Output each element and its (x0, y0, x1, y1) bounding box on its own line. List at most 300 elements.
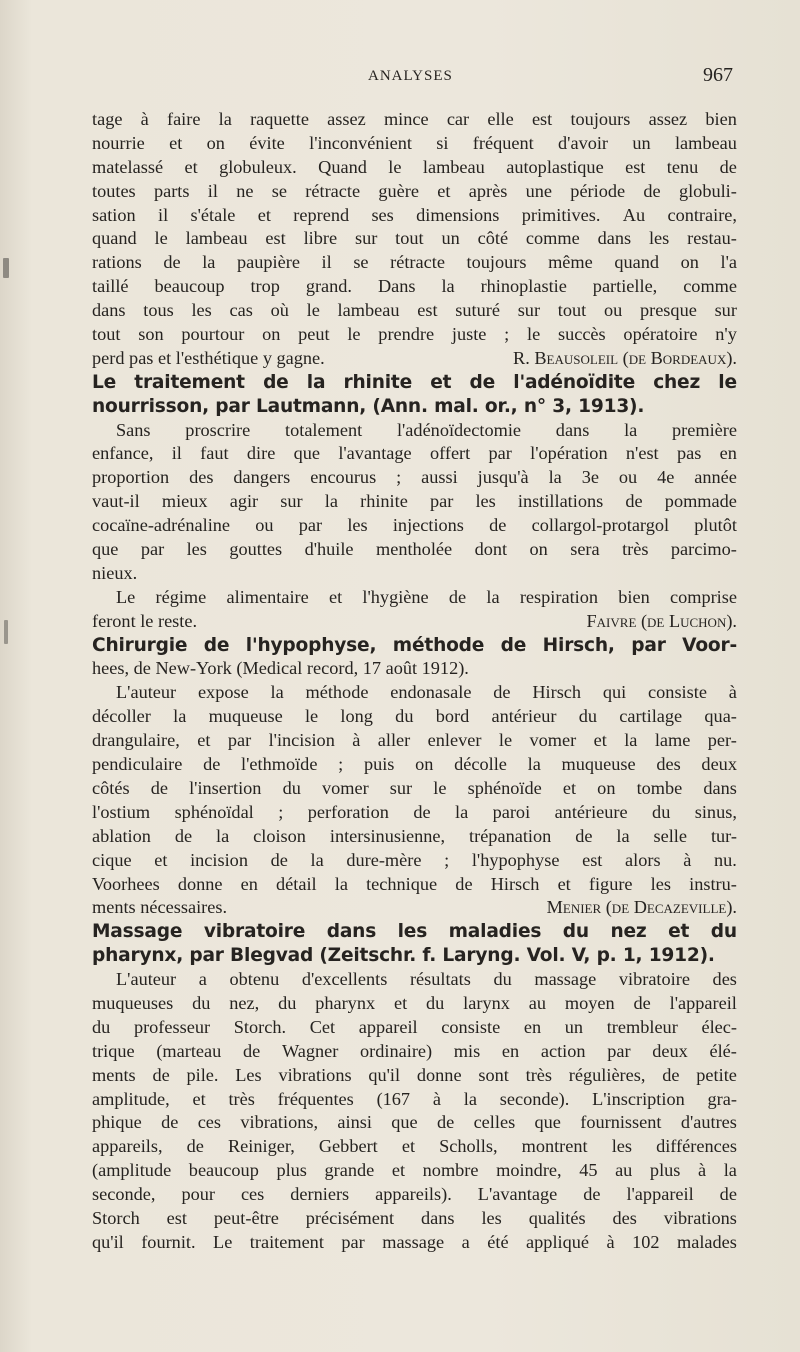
word: tombe (636, 777, 683, 798)
text-line (92, 490, 737, 514)
word: Sans (116, 419, 151, 440)
word: a (461, 1231, 470, 1252)
word: élec- (701, 1016, 737, 1037)
word: de (493, 682, 511, 703)
word: pour (181, 1184, 215, 1205)
word: s'étale (190, 204, 236, 225)
word: juste (451, 324, 487, 345)
word: détail (276, 873, 317, 894)
word: l'appareil (669, 992, 737, 1013)
word: le (304, 706, 319, 727)
word: Cet (309, 1016, 336, 1037)
text-line (92, 1135, 737, 1159)
author-signature: Menier (de Decazeville). (546, 897, 737, 918)
word: décoller (92, 706, 151, 727)
word: agir (229, 491, 259, 512)
word: le (527, 324, 541, 345)
text-line (92, 156, 737, 180)
text-line (92, 657, 737, 681)
word: sation (92, 204, 136, 225)
word: (167 (376, 1088, 411, 1109)
word: rations (92, 252, 142, 273)
word: peut (298, 324, 330, 345)
word: l'incision (268, 730, 335, 751)
word: antérieur (491, 706, 557, 727)
word: les (611, 1136, 632, 1157)
word: le (154, 228, 168, 249)
word: cique (92, 849, 132, 870)
word: seconde, (92, 1184, 156, 1205)
word: au (615, 1160, 633, 1181)
word: intersinusienne, (329, 825, 446, 846)
word: grande (324, 1160, 375, 1181)
word: du (562, 921, 589, 943)
word: vibrations, (240, 1112, 319, 1133)
word: qualités (528, 1207, 586, 1228)
word: à (606, 1231, 615, 1252)
article-heading-line (92, 395, 737, 419)
word: l'appareil (626, 1184, 694, 1205)
word: du (652, 801, 671, 822)
word: n'y (715, 324, 737, 345)
word: toujours (466, 252, 527, 273)
word: collargol-protargol (531, 515, 670, 536)
text-line (92, 1040, 737, 1064)
text-line (92, 1183, 737, 1207)
word: il (158, 204, 169, 225)
word: tur- (710, 825, 737, 846)
word: la (218, 109, 232, 129)
word: autoplastique (506, 156, 604, 177)
word: de (263, 371, 289, 393)
word: et (154, 849, 168, 870)
word: sur (714, 300, 737, 321)
word: seconde). (499, 1088, 570, 1109)
word: sinus, (694, 801, 737, 822)
word: (amplitude (92, 1160, 172, 1181)
word: Le (92, 371, 117, 393)
word: expose (197, 682, 249, 703)
word: sera (570, 539, 600, 560)
word: tout (92, 324, 121, 345)
word: paupière (237, 252, 300, 273)
word: L'auteur (116, 682, 177, 703)
word: L'avantage (477, 1184, 558, 1205)
word: dans (555, 419, 590, 440)
text-line (92, 825, 737, 849)
word: régulières, (568, 1064, 646, 1085)
word: le (498, 730, 513, 751)
word: rétracte (305, 180, 361, 201)
word: évite (249, 132, 285, 153)
word: les (191, 300, 212, 321)
word: quand (614, 252, 660, 273)
word: moyen (564, 992, 615, 1013)
word: sur (389, 777, 413, 798)
word: les (397, 921, 428, 943)
word: matelassé (92, 156, 164, 177)
word: muqueuse (561, 754, 636, 775)
word: et (391, 1160, 406, 1181)
word: l'hypophyse (471, 849, 560, 870)
word: en (240, 873, 258, 894)
word: toujours (570, 109, 631, 129)
article-heading-line (92, 944, 737, 968)
word: vaut-il (92, 491, 140, 512)
word: se (353, 252, 369, 273)
word: plus (649, 1160, 681, 1181)
word: totalement (285, 419, 363, 440)
text-line (92, 873, 737, 897)
word: le (388, 156, 402, 177)
word: à (698, 1160, 707, 1181)
word: nu. (713, 849, 737, 870)
word: Hirsch, (542, 634, 615, 656)
word: le (347, 324, 361, 345)
word: la (306, 371, 326, 393)
line-text: nieux. (92, 562, 138, 583)
word: massage (382, 1231, 445, 1252)
text-line (92, 419, 737, 443)
word: raquette (250, 109, 309, 129)
word: Hirsch (490, 873, 540, 894)
margin-mark (4, 620, 8, 644)
word: massage (534, 969, 597, 990)
word: été (487, 1231, 509, 1252)
word: primitives. (521, 204, 601, 225)
word: appareils, (92, 1136, 163, 1157)
word: parts (153, 180, 190, 201)
text-line (92, 777, 737, 801)
word: gra- (707, 1088, 737, 1109)
word: la (723, 1160, 737, 1181)
page-header (92, 66, 737, 90)
word: on (206, 132, 225, 153)
word: ; (338, 754, 344, 775)
word: se (271, 180, 288, 201)
word: du (426, 992, 445, 1013)
word: amplitude, (92, 1088, 170, 1109)
word: Massage (92, 921, 183, 943)
word: plus (276, 1160, 307, 1181)
word: fréquentes (277, 1088, 354, 1109)
word: Voorhees (92, 873, 160, 894)
word: opératoire (623, 324, 698, 345)
word: cas (229, 300, 253, 321)
text-line (92, 992, 737, 1016)
word: partielle, (592, 276, 658, 297)
word: aller (377, 730, 411, 751)
word: Wagner (281, 1040, 339, 1061)
word: l'hypophyse, (245, 634, 377, 656)
word: et (562, 777, 577, 798)
word: on (529, 539, 548, 560)
word: même (548, 252, 593, 273)
line-text: perd pas et l'esthétique y gagne. (92, 347, 325, 368)
line-text: hees, de New-York (Medical record, 17 août 1912). (92, 658, 469, 679)
word: montrent (521, 1136, 588, 1157)
word: cartilage (619, 706, 683, 727)
word: vibratoire (618, 969, 690, 990)
word: enlever (427, 730, 482, 751)
word: très (622, 539, 649, 560)
word: rhinoplastie (480, 276, 567, 297)
word: que (391, 1112, 418, 1133)
word: libre (303, 228, 338, 249)
word: ablation (92, 825, 151, 846)
word: l'ostium (92, 801, 151, 822)
word: pharynx (315, 992, 376, 1013)
word: et (557, 873, 571, 894)
word: tage (92, 109, 123, 129)
word: la (270, 682, 284, 703)
word: de (152, 1064, 170, 1085)
word: car (446, 109, 470, 129)
word: ; (504, 324, 510, 345)
word: muqueuse (208, 706, 283, 727)
author-signature: R. Beausoleil (de Bordeaux). (513, 347, 737, 368)
word: Storch (92, 1207, 140, 1228)
word: par (488, 443, 512, 464)
word: professeur (133, 1016, 211, 1037)
word: de (448, 586, 467, 607)
word: qu'il (92, 1231, 124, 1252)
text-line (92, 299, 737, 323)
word: la (334, 873, 348, 894)
word: le (718, 371, 737, 393)
word: Au (622, 204, 646, 225)
text-line (92, 1064, 737, 1088)
word: ordinaire) (360, 1040, 433, 1061)
word: mentholée (375, 539, 453, 560)
word: ou (603, 300, 623, 321)
text-line (92, 849, 737, 873)
word: sont (478, 1064, 509, 1085)
word: de (243, 1040, 261, 1061)
word: lambeau (674, 132, 737, 153)
word: la (624, 730, 638, 751)
word: sphénoïdal (174, 801, 254, 822)
word: l'a (720, 252, 737, 273)
word: comme (525, 228, 580, 249)
word: comprise (669, 586, 737, 607)
word: par (341, 1231, 365, 1252)
word: de (643, 180, 661, 201)
word: L'inscription (592, 1088, 685, 1109)
word: de (500, 634, 527, 656)
word: 102 (632, 1231, 660, 1252)
word: dangers (233, 467, 291, 488)
text-line (92, 610, 737, 634)
word: de (455, 873, 473, 894)
word: les (186, 539, 207, 560)
line-text: ments nécessaires. (92, 897, 228, 918)
word: ses (371, 204, 394, 225)
word: qui (602, 682, 627, 703)
word: L'auteur (116, 969, 177, 990)
text-line (92, 729, 737, 753)
word: appareil (358, 1016, 418, 1037)
word: respiration (519, 586, 599, 607)
word: taillé (92, 276, 129, 297)
word: Les (235, 1064, 262, 1085)
word: les (481, 1207, 502, 1228)
word: de (719, 1184, 737, 1205)
word: l'insertion (189, 777, 262, 798)
word: vibrations (663, 1207, 737, 1228)
word: Scholls, (439, 1136, 498, 1157)
word: Chirurgie (92, 634, 188, 656)
word: d'autres (680, 1112, 737, 1133)
word: on (415, 754, 434, 775)
word: est (582, 849, 603, 870)
word: du (578, 706, 597, 727)
word: faut (200, 443, 229, 464)
word: ou (618, 467, 638, 488)
margin-mark (3, 258, 9, 278)
word: restau- (687, 228, 737, 249)
word: alors (625, 849, 661, 870)
word: 45 (579, 1160, 598, 1181)
word: et (328, 586, 343, 607)
word: dont (474, 539, 508, 560)
word: la (441, 276, 455, 297)
word: ces (197, 1112, 222, 1133)
word: des (712, 969, 737, 990)
word: offert (429, 443, 471, 464)
word: reprend (293, 204, 350, 225)
word: année (694, 467, 737, 488)
word: incision (190, 849, 248, 870)
page-body (92, 108, 737, 1255)
text-line (92, 705, 737, 729)
word: grand. (305, 276, 353, 297)
word: l'avantage (338, 443, 412, 464)
text-line (92, 275, 737, 299)
word: alimentaire (226, 586, 309, 607)
word: pile. (186, 1064, 219, 1085)
word: différences (656, 1136, 737, 1157)
word: résultats (409, 969, 471, 990)
word: jusqu'à (477, 467, 529, 488)
word: Dans (377, 276, 416, 297)
word: peut-être (213, 1207, 279, 1228)
word: est (625, 156, 646, 177)
word: le (433, 777, 447, 798)
word: la (527, 754, 541, 775)
word: elle (487, 109, 514, 129)
word: plutôt (694, 515, 737, 536)
word: des (656, 754, 681, 775)
word: pourtour (181, 324, 245, 345)
word: par (631, 634, 666, 656)
word: contraire, (667, 204, 737, 225)
word: guère (378, 180, 419, 201)
word: la (454, 801, 469, 822)
word: l'opération (530, 443, 608, 464)
word: de (489, 515, 507, 536)
word: cloison (253, 825, 306, 846)
word: celles (473, 1112, 516, 1133)
word: un (564, 1016, 584, 1037)
text-line (92, 801, 737, 825)
word: action (540, 1040, 586, 1061)
word: deux (701, 754, 737, 775)
word: n'est (625, 443, 659, 464)
word: et (169, 132, 183, 153)
text-line (92, 1159, 737, 1183)
word: parcimo- (670, 539, 737, 560)
word: drangulaire, (92, 730, 180, 751)
word: il (171, 443, 182, 464)
word: suturé (455, 300, 500, 321)
word: par (298, 515, 323, 536)
text-line (92, 896, 737, 920)
word: pommade (664, 491, 737, 512)
word: de (625, 491, 643, 512)
word: lame (654, 730, 691, 751)
word: que (92, 539, 119, 560)
text-line (92, 466, 737, 490)
word: bord (435, 706, 470, 727)
text-line (92, 968, 737, 992)
word: comme (683, 276, 737, 297)
word: dans (703, 777, 737, 798)
word: tenu (666, 156, 699, 177)
text-line (92, 681, 737, 705)
word: nombre (422, 1160, 479, 1181)
word: deux (652, 1040, 688, 1061)
word: les (648, 228, 670, 249)
word: de (161, 1112, 179, 1133)
word: de (270, 849, 288, 870)
text-line (92, 538, 737, 562)
word: Gebbert (318, 1136, 378, 1157)
word: chez (653, 371, 701, 393)
word: pendiculaire (92, 754, 183, 775)
word: d'excellents (301, 969, 388, 990)
word: beaucoup (188, 1160, 259, 1181)
word: en (719, 443, 737, 464)
word: fournit. (141, 1231, 196, 1252)
word: et (184, 156, 198, 177)
word: après (468, 180, 508, 201)
word: l'adénoïdite (513, 371, 635, 393)
word: et (393, 992, 408, 1013)
word: élé- (709, 1040, 737, 1061)
word: globuleux. (219, 156, 297, 177)
word: de (469, 371, 496, 393)
word: Voor- (682, 634, 737, 656)
word: son (138, 324, 164, 345)
word: toutes (92, 180, 136, 201)
word: antérieure (554, 801, 628, 822)
word: du (493, 969, 512, 990)
word: cocaïne-adrénaline (92, 515, 231, 536)
word: fournissent (580, 1112, 662, 1133)
word: derniers (290, 1184, 350, 1205)
word: dans (421, 1207, 455, 1228)
word: traitement (249, 1231, 324, 1252)
word: de (575, 825, 593, 846)
word: rhinite (343, 371, 413, 393)
word: malades (677, 1231, 737, 1252)
word: puis (363, 754, 395, 775)
text-line (92, 204, 737, 228)
word: petite (696, 1064, 737, 1085)
word: de (203, 754, 221, 775)
word: régime (155, 586, 207, 607)
